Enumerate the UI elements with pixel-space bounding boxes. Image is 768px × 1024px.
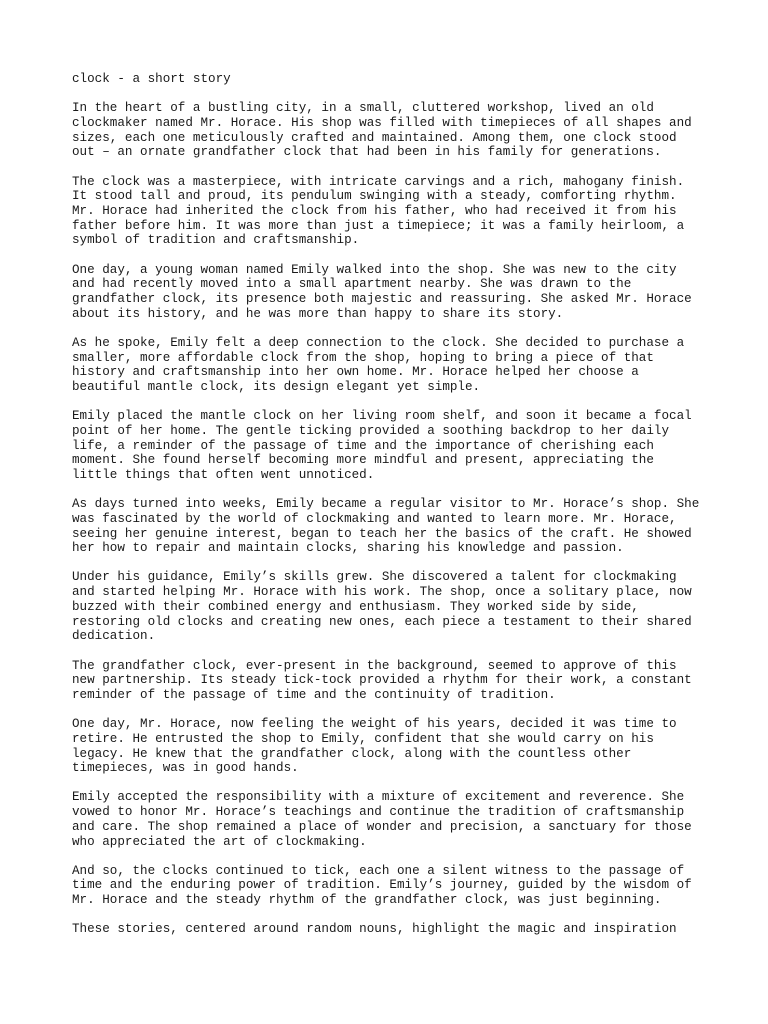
paragraph-7: Under his guidance, Emily’s skills grew. She discovered a talent for clockmaking and started helping Mr. Horace with his work. The shop, once a solitary place, now buzzed with their combined energy and enthusiasm. They worked side by side, restoring old clocks and creating new ones, each piece a testament to their shared dedication. <box>72 570 692 644</box>
paragraph-6: As days turned into weeks, Emily became a regular visitor to Mr. Horace’s shop. She was fascinated by the world of clockmaking and wanted to learn more. Mr. Horace, seeing her genuine interest, began to teach her the basics of the craft. He showed her how to repair and maintain clocks, sharing his knowledge and passion. <box>72 497 700 556</box>
paragraph-5: Emily placed the mantle clock on her living room shelf, and soon it became a focal point of her home. The gentle ticking provided a soothing backdrop to her daily life, a reminder of the passage of time and the importance of cherishing each moment. She found herself becoming more mindful and present, appreciating the little things that often went unnoticed. <box>72 409 692 482</box>
paragraph-12: These stories, centered around random nouns, highlight the magic and inspiration <box>72 922 677 937</box>
paragraph-11: And so, the clocks continued to tick, each one a silent witness to the passage of time and the enduring power of tradition. Emily’s journey, guided by the wisdom of Mr. Horace and the steady rhythm of the grandfather clock, was just beginning. <box>72 863 692 908</box>
paragraph-1: In the heart of a bustling city, in a small, cluttered workshop, lived an old clockmaker named Mr. Horace. His shop was filled with timepieces of all shapes and sizes, each one meticulously crafted and maintained. Among them, one clock stood out – an ornate grandfather clock that had been in his family for generations. <box>72 101 692 160</box>
paragraph-8: The grandfather clock, ever-present in the background, seemed to approve of this new partnership. Its steady tick-tock provided a rhythm for their work, a constant reminder of the passage of time and the continuity of tradition. <box>72 658 692 702</box>
document-page <box>72 72 722 952</box>
paragraph-4: As he spoke, Emily felt a deep connection to the clock. She decided to purchase a smaller, more affordable clock from the shop, hoping to bring a piece of that history and craftsmanship into her own home. Mr. Horace helped her choose a beautiful mantle clock, its design elegant yet simple. <box>72 335 685 394</box>
paragraph-3: One day, a young woman named Emily walked into the shop. She was new to the city and had recently moved into a small apartment nearby. She was drawn to the grandfather clock, its presence both majestic and reassuring. She asked Mr. Horace about its history, and he was more than happy to share its story. <box>72 262 692 321</box>
paragraph-10: Emily accepted the responsibility with a mixture of excitement and reverence. She vowed to honor Mr. Horace’s teachings and continue the tradition of craftsmanship and care. The shop remained a place of wonder and precision, a sanctuary for those who appreciated the art of clockmaking. <box>72 790 692 849</box>
paragraph-2: The clock was a masterpiece, with intricate carvings and a rich, mahogany finish. It stood tall and proud, its pendulum swinging with a steady, comforting rhythm. Mr. Horace had inherited the clock from his father, who had received it from his father before him. It was more than just a timepiece; it was a family heirloom, a symbol of tradition and craftsmanship. <box>72 174 685 248</box>
paragraph-9: One day, Mr. Horace, now feeling the weight of his years, decided it was time to retire. He entrusted the shop to Emily, confident that she would carry on his legacy. He knew that the grandfather clock, along with the countless other timepieces, was in good hands. <box>72 717 677 776</box>
document-title: clock - a short story <box>72 72 231 86</box>
